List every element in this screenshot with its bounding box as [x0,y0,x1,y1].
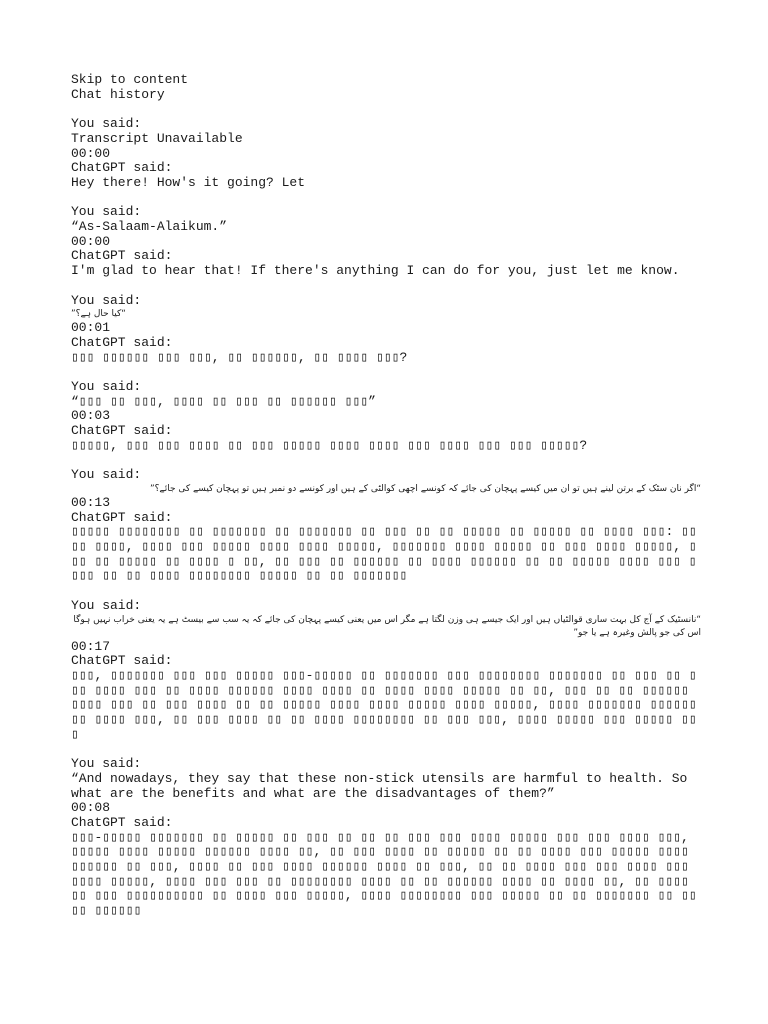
message-timestamp: 00:13 [71,494,111,510]
chat-transcript [70,72,705,919]
assistant-message: Hey there! How's it going? Let [71,174,306,190]
conversation-turn [71,294,701,381]
conversation-turn [71,117,701,205]
assistant-message: ▯▯▯▯▯, ▯▯▯ ▯▯▯ ▯▯▯▯ ▯▯ ▯▯▯ ▯▯▯▯▯ ▯▯▯▯ ▯▯▯▯ ▯▯▯ ▯▯▯▯ ▯▯▯ ▯▯▯ ▯▯▯▯▯? [71,437,588,453]
conversation-turn [71,380,701,468]
message-timestamp: 00:08 [71,800,111,816]
assistant-label: ChatGPT said: [71,814,173,830]
user-message: “کیا حال ہے؟” [71,309,126,320]
user-message: Transcript Unavailable [71,130,243,146]
assistant-label: ChatGPT said: [71,248,173,264]
conversation-turn [71,205,701,293]
assistant-message: ▯▯▯, ▯▯▯▯▯▯▯ ▯▯▯ ▯▯▯ ▯▯▯▯▯ ▯▯▯-▯▯▯▯▯ ▯▯ ▯▯▯▯▯▯▯ ▯▯▯ ▯▯▯▯▯▯▯▯ ▯▯▯▯▯▯▯ ▯▯ ▯▯▯ ▯▯ ▯▯▯ ▯▯▯▯ ▯▯▯ ▯▯ ▯▯▯▯ ▯▯▯▯▯▯ ▯▯▯▯ ▯▯▯▯ ▯▯ ▯▯▯▯ ▯▯▯▯ ▯▯▯▯▯ ▯▯ ▯▯, ▯▯▯ ▯▯ ▯▯ ▯▯▯▯▯▯ ▯▯▯▯ ▯▯▯ ▯▯ ▯▯▯ ▯▯▯▯ ▯▯ ▯▯ ▯▯▯▯▯ ▯▯▯▯ ▯▯▯▯ ▯▯▯▯▯ ▯▯▯▯ ▯▯▯▯▯, ▯▯▯▯ ▯▯▯▯▯▯▯ ▯▯▯▯▯▯ ▯▯ ▯▯▯▯ ▯▯▯, ▯▯ ▯▯▯ ▯▯▯▯ ▯▯ ▯▯ ▯▯▯▯ ▯▯▯▯▯▯▯▯ ▯▯ ▯▯▯ ▯▯▯, ▯▯▯▯ ▯▯▯▯▯ ▯▯▯ ▯▯▯▯▯ ▯▯▯ [71,667,705,742]
assistant-label: ChatGPT said: [71,334,173,350]
user-message: “As-Salaam-Alaikum.” [71,219,228,234]
assistant-message: ▯▯▯▯▯ ▯▯▯▯▯▯▯▯ ▯▯ ▯▯▯▯▯▯▯ ▯▯ ▯▯▯▯▯▯▯ ▯▯ ▯▯▯ ▯▯ ▯▯ ▯▯▯▯▯ ▯▯ ▯▯▯▯▯ ▯▯ ▯▯▯▯ ▯▯▯: ▯▯▯▯ ▯▯▯▯, ▯▯▯▯ ▯▯▯ ▯▯▯▯▯ ▯▯▯▯ ▯▯▯▯ ▯▯▯▯▯, ▯▯▯▯▯▯▯ ▯▯▯▯ ▯▯▯▯▯ ▯▯ ▯▯▯ ▯▯▯▯ ▯▯▯▯▯, ▯▯▯ ▯▯ ▯▯▯▯▯ ▯▯ ▯▯▯▯ ▯ ▯▯, ▯▯ ▯▯▯ ▯▯ ▯▯▯▯▯▯ ▯▯ ▯▯▯▯ ▯▯▯▯▯▯ ▯▯ ▯▯ ▯▯▯▯▯ ▯▯▯▯ ▯▯▯ ▯▯▯▯ ▯▯ ▯▯ ▯▯▯▯ ▯▯▯▯▯▯▯▯ ▯▯▯▯▯ ▯▯ ▯▯ ▯▯▯▯▯▯▯ [71,524,697,584]
conversation-turn [70,597,705,757]
assistant-label: ChatGPT said: [71,653,173,669]
user-label: You said: [71,116,142,132]
user-label: You said: [71,204,142,220]
user-message: “اگر نان سٹک کے برتن لینے ہیں تو ان میں کیسے پہچان کی جائے کہ کونسے اچھی کوالٹی کے ہیں اور کونسے دو نمبر ہیں تو پہچان کیسے کی جائے؟” [149,483,701,494]
message-timestamp: 00:00 [71,145,111,161]
user-message: “And nowadays, they say that these non-stick utensils are harmful to health. So what are the benefits and what are the disadvantages of them?” [71,770,696,801]
user-label: You said: [71,597,142,613]
user-label: You said: [71,756,142,772]
chat-history-heading: Chat history [71,86,165,102]
assistant-message: ▯▯▯ ▯▯▯▯▯▯ ▯▯▯ ▯▯▯, ▯▯ ▯▯▯▯▯▯, ▯▯ ▯▯▯▯ ▯▯▯? [71,349,408,365]
conversation-turn [71,757,701,919]
message-timestamp: 00:17 [71,638,111,654]
message-timestamp: 00:03 [71,408,111,424]
user-label: You said: [71,467,142,483]
message-timestamp: 00:00 [71,233,111,249]
user-label: You said: [71,379,142,394]
assistant-label: ChatGPT said: [71,509,173,525]
user-message: “▯▯▯ ▯▯ ▯▯▯, ▯▯▯▯ ▯▯ ▯▯▯ ▯▯ ▯▯▯▯▯▯ ▯▯▯” [71,393,376,409]
user-message: “نانسٹیک کے آج کل بہت ساری قوالٹیاں ہیں اور ایک جیسے ہی وزن لگتا ہے مگر اس میں یعنی کیسے پہچان کی جائے کہ یہ سب سے بیسٹ ہے یہ یعنی خراب نہیں ہوگا اس کی جو پالش وغیرہ ہے یا جو” [70,614,701,638]
assistant-message: I'm glad to hear that! If there's anything I can do for you, just let me know. [71,263,680,279]
assistant-label: ChatGPT said: [71,160,173,176]
user-label: You said: [71,292,142,308]
message-timestamp: 00:01 [71,320,111,336]
skip-to-content-link[interactable]: Skip to content [71,72,189,87]
assistant-message: ▯▯▯-▯▯▯▯▯ ▯▯▯▯▯▯▯ ▯▯ ▯▯▯▯▯ ▯▯ ▯▯▯ ▯▯ ▯▯ ▯▯ ▯▯▯ ▯▯▯ ▯▯▯▯ ▯▯▯▯▯ ▯▯▯ ▯▯▯ ▯▯▯▯ ▯▯▯, ▯▯▯▯▯ ▯▯▯▯ ▯▯▯▯▯ ▯▯▯▯▯▯ ▯▯▯▯ ▯▯, ▯▯ ▯▯▯ ▯▯▯▯ ▯▯ ▯▯▯▯▯ ▯▯ ▯▯ ▯▯▯▯ ▯▯▯ ▯▯▯▯▯ ▯▯▯▯ ▯▯▯▯▯▯ ▯▯ ▯▯▯, ▯▯▯▯ ▯▯ ▯▯▯ ▯▯▯▯ ▯▯▯▯▯▯ ▯▯▯▯ ▯▯ ▯▯▯, ▯▯ ▯▯ ▯▯▯▯ ▯▯▯ ▯▯▯ ▯▯▯▯ ▯▯▯ ▯▯▯▯ ▯▯▯▯▯, ▯▯▯▯ ▯▯▯ ▯▯▯ ▯▯ ▯▯▯▯▯▯▯▯ ▯▯▯▯ ▯▯ ▯▯ ▯▯▯▯▯▯ ▯▯▯▯ ▯▯ ▯▯▯▯ ▯▯, ▯▯ ▯▯▯▯ ▯▯ ▯▯▯ ▯▯▯▯▯▯▯▯▯▯ ▯▯ ▯▯▯▯ ▯▯▯ ▯▯▯▯▯, ▯▯▯▯ ▯▯▯▯▯▯▯▯ ▯▯▯ ▯▯▯▯▯ ▯▯ ▯▯ ▯▯▯▯▯▯▯ ▯▯ ▯▯▯▯ ▯▯▯▯▯▯ [71,829,697,919]
assistant-label: ChatGPT said: [71,423,173,439]
conversation-turn [71,468,701,599]
